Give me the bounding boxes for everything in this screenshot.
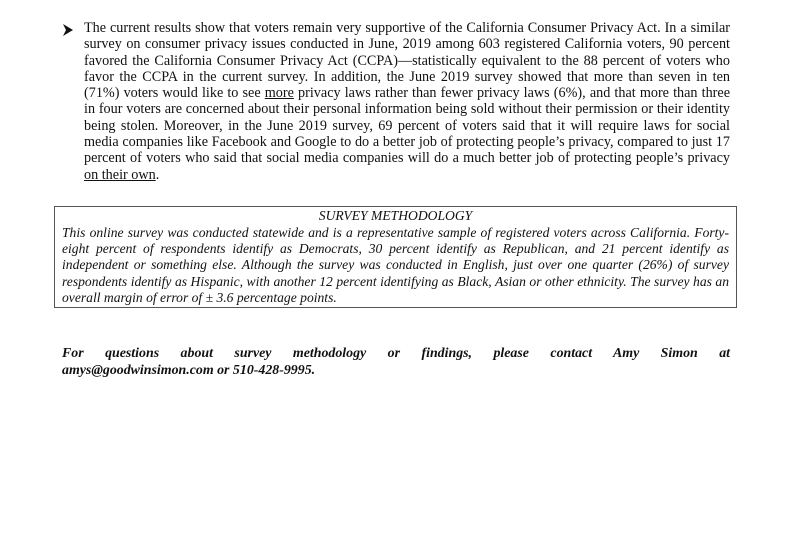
arrowhead-bullet-icon: [62, 23, 74, 37]
methodology-title: SURVEY METHODOLOGY: [318, 208, 473, 223]
bullet-text-part3: .: [155, 166, 160, 183]
bullet-text-part2: privacy laws rather than fewer privacy laws (6%), and that more than three in four voters are concerned about their personal information being sold without their permission or their identity being stolen. Moreover, in the June 2019 survey, 69 percent of voters said that it will require laws for social media companies like Facebook and Google to do a better job of protecting people’s privacy, compared to just 17 percent of voters who said that social media companies will do a much better job of protecting people’s privacy: [84, 85, 730, 167]
contact-paragraph: [62, 345, 730, 380]
underlined-on-their-own: on their own: [84, 166, 156, 183]
contact-line-1: For questions about survey methodology or findings, please contact Amy Simon at: [62, 346, 730, 361]
methodology-text: This online survey was conducted statewide and is a representative sample of registered voters across California. Forty-eight percent of respondents identify as Democrats, 30 percent identify as Republican, and 21 percent identify as independent or something else. Although the survey was conducted in English, just over one quarter (26%) of survey respondents identify as Hispanic, with another 12 percent identifying as Black, Asian or other ethnicity. The survey has an overall margin of error of ± 3.6 percentage points.: [62, 224, 729, 306]
bullet-text-part1: The current results show that voters remain very supportive of the California Consumer Privacy Act. In a similar survey on consumer privacy issues conducted in June, 2019 among 603 registered California voters, 90 percent favored the California Consumer Privacy Act (CCPA)—statistically equivalent to the 88 percent of voters who favor the CCPA in the current survey. In addition, the June 2019 survey showed that more than seven in ten (71%) voters would like to see: [84, 20, 730, 102]
contact-line-2: amys@goodwinsimon.com or 510-428-9995.: [62, 363, 316, 379]
bullet-text: [84, 20, 730, 183]
underlined-more: more: [264, 85, 294, 102]
bullet-paragraph: [62, 20, 730, 183]
survey-methodology-box: [54, 206, 737, 308]
